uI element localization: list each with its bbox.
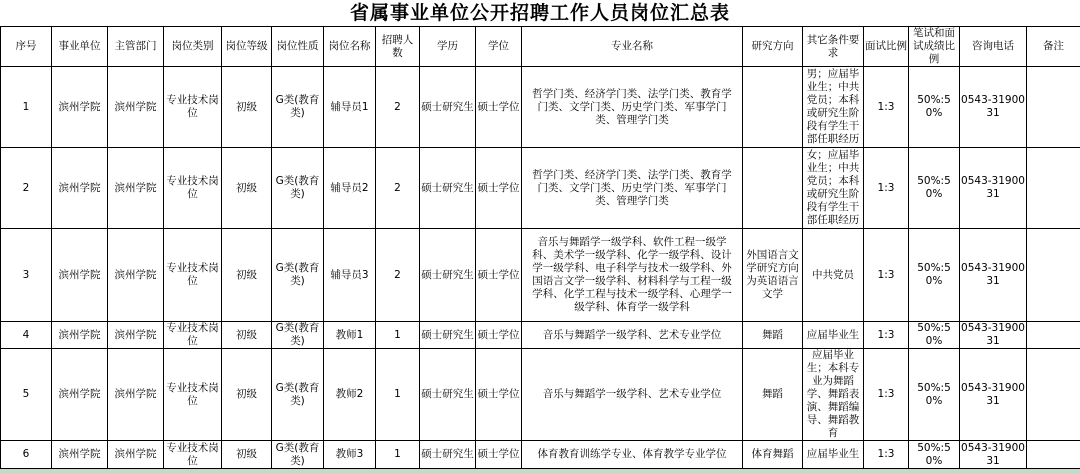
header-row [1, 27, 1080, 67]
cell-conditions: 应届毕业生 [803, 322, 864, 349]
cell-level: 初级 [222, 322, 272, 349]
cell-direction [743, 148, 803, 229]
cell-nature: G类(教育类) [272, 229, 324, 322]
cell-count: 1 [376, 322, 420, 349]
cell-score-ratio: 50%:50% [909, 148, 960, 229]
cell-unit: 滨州学院 [52, 441, 108, 469]
cell-degree: 硕士学位 [476, 229, 522, 322]
cell-conditions: 女；应届毕业生；中共党员；本科或研究生阶段有学生干部任职经历 [803, 148, 864, 229]
cell-direction: 外国语言文学研究方向为英语语言文学 [743, 229, 803, 322]
cell-interview-ratio: 1:3 [864, 229, 909, 322]
cell-nature: G类(教育类) [272, 322, 324, 349]
header-cell: 序号 [1, 27, 52, 67]
header-cell: 学历 [420, 27, 476, 67]
cell-education: 硕士研究生 [420, 67, 476, 148]
cell-phone: 0543-3190031 [960, 349, 1027, 441]
header-cell: 其它条件要求 [803, 27, 864, 67]
cell-remark [1027, 349, 1080, 441]
header-cell: 学位 [476, 27, 522, 67]
cell-education: 硕士研究生 [420, 322, 476, 349]
cell-position: 辅导员2 [324, 148, 376, 229]
table-row [1, 67, 1080, 148]
cell-remark [1027, 229, 1080, 322]
table-title: 省属事业单位公开招聘工作人员岗位汇总表 [0, 0, 1080, 26]
cell-count: 1 [376, 349, 420, 441]
cell-nature: G类(教育类) [272, 148, 324, 229]
cell-nature: G类(教育类) [272, 441, 324, 469]
table-row [1, 441, 1080, 469]
cell-position: 教师3 [324, 441, 376, 469]
cell-department: 滨州学院 [108, 441, 164, 469]
positions-table [0, 26, 1080, 469]
cell-degree: 硕士学位 [476, 349, 522, 441]
cell-degree: 硕士学位 [476, 148, 522, 229]
cell-remark [1027, 322, 1080, 349]
header-cell: 备注 [1027, 27, 1080, 67]
header-cell: 招聘人数 [376, 27, 420, 67]
cell-interview-ratio: 1:3 [864, 322, 909, 349]
cell-count: 2 [376, 229, 420, 322]
cell-phone: 0543-3190031 [960, 229, 1027, 322]
header-cell: 岗位名称 [324, 27, 376, 67]
cell-phone: 0543-3190031 [960, 67, 1027, 148]
cell-education: 硕士研究生 [420, 441, 476, 469]
cell-interview-ratio: 1:3 [864, 349, 909, 441]
cell-count: 2 [376, 67, 420, 148]
cell-nature: G类(教育类) [272, 67, 324, 148]
cell-phone: 0543-3190031 [960, 322, 1027, 349]
cell-major: 音乐与舞蹈学一级学科、软件工程一级学科、美术学一级学科、化学一级学科、设计学一级学科、电子科学与技术一级学科、外国语言文学一级学科、材料科学与工程一级学科、化学工程与技术一级学科、心理学一级学科、体育学一级学科 [522, 229, 743, 322]
cell-phone: 0543-3190031 [960, 441, 1027, 469]
cell-index: 5 [1, 349, 52, 441]
cell-remark [1027, 441, 1080, 469]
header-cell: 笔试和面试成绩比例 [909, 27, 960, 67]
cell-education: 硕士研究生 [420, 229, 476, 322]
cell-direction: 体育舞蹈 [743, 441, 803, 469]
header-cell: 专业名称 [522, 27, 743, 67]
cell-category: 专业技术岗位 [164, 441, 222, 469]
table-row [1, 322, 1080, 349]
cell-level: 初级 [222, 148, 272, 229]
cell-interview-ratio: 1:3 [864, 148, 909, 229]
cell-score-ratio: 50%:50% [909, 322, 960, 349]
cell-count: 2 [376, 148, 420, 229]
cell-degree: 硕士学位 [476, 441, 522, 469]
cell-score-ratio: 50%:50% [909, 229, 960, 322]
table-row [1, 229, 1080, 322]
cell-position: 教师2 [324, 349, 376, 441]
cell-level: 初级 [222, 349, 272, 441]
cell-unit: 滨州学院 [52, 229, 108, 322]
cell-unit: 滨州学院 [52, 67, 108, 148]
cell-level: 初级 [222, 441, 272, 469]
cell-category: 专业技术岗位 [164, 229, 222, 322]
cell-major: 音乐与舞蹈学一级学科、艺术专业学位 [522, 349, 743, 441]
cell-unit: 滨州学院 [52, 322, 108, 349]
cell-category: 专业技术岗位 [164, 322, 222, 349]
cell-index: 3 [1, 229, 52, 322]
cell-major: 体育教育训练学专业、体育教学专业学位 [522, 441, 743, 469]
cell-index: 6 [1, 441, 52, 469]
cell-major: 音乐与舞蹈学一级学科、艺术专业学位 [522, 322, 743, 349]
cell-level: 初级 [222, 67, 272, 148]
bottom-strip [0, 469, 1080, 473]
header-cell: 事业单位 [52, 27, 108, 67]
cell-degree: 硕士学位 [476, 322, 522, 349]
header-cell: 主管部门 [108, 27, 164, 67]
cell-degree: 硕士学位 [476, 67, 522, 148]
cell-count: 1 [376, 441, 420, 469]
cell-department: 滨州学院 [108, 229, 164, 322]
cell-conditions: 应届毕业生 [803, 441, 864, 469]
table-row [1, 349, 1080, 441]
cell-department: 滨州学院 [108, 322, 164, 349]
cell-major: 哲学门类、经济学门类、法学门类、教育学门类、文学门类、历史学门类、军事学门类、管理学门类 [522, 67, 743, 148]
cell-category: 专业技术岗位 [164, 67, 222, 148]
cell-direction [743, 67, 803, 148]
cell-score-ratio: 50%:50% [909, 349, 960, 441]
cell-index: 2 [1, 148, 52, 229]
cell-score-ratio: 50%:50% [909, 441, 960, 469]
cell-conditions: 中共党员 [803, 229, 864, 322]
header-cell: 面试比例 [864, 27, 909, 67]
cell-interview-ratio: 1:3 [864, 441, 909, 469]
table-row [1, 148, 1080, 229]
cell-index: 4 [1, 322, 52, 349]
cell-score-ratio: 50%:50% [909, 67, 960, 148]
cell-conditions: 应届毕业生；本科专业为舞蹈学、舞蹈表演、舞蹈编导、舞蹈教育 [803, 349, 864, 441]
cell-department: 滨州学院 [108, 148, 164, 229]
cell-nature: G类(教育类) [272, 349, 324, 441]
cell-remark [1027, 67, 1080, 148]
cell-department: 滨州学院 [108, 67, 164, 148]
cell-education: 硕士研究生 [420, 148, 476, 229]
cell-department: 滨州学院 [108, 349, 164, 441]
header-cell: 岗位性质 [272, 27, 324, 67]
cell-category: 专业技术岗位 [164, 349, 222, 441]
cell-unit: 滨州学院 [52, 349, 108, 441]
cell-level: 初级 [222, 229, 272, 322]
header-cell: 岗位类别 [164, 27, 222, 67]
cell-remark [1027, 148, 1080, 229]
cell-direction: 舞蹈 [743, 349, 803, 441]
cell-major: 哲学门类、经济学门类、法学门类、教育学门类、文学门类、历史学门类、军事学门类、管理学门类 [522, 148, 743, 229]
cell-position: 教师1 [324, 322, 376, 349]
header-cell: 岗位等级 [222, 27, 272, 67]
cell-index: 1 [1, 67, 52, 148]
cell-phone: 0543-3190031 [960, 148, 1027, 229]
header-cell: 研究方向 [743, 27, 803, 67]
cell-interview-ratio: 1:3 [864, 67, 909, 148]
header-cell: 咨询电话 [960, 27, 1027, 67]
cell-direction: 舞蹈 [743, 322, 803, 349]
cell-position: 辅导员3 [324, 229, 376, 322]
cell-unit: 滨州学院 [52, 148, 108, 229]
cell-category: 专业技术岗位 [164, 148, 222, 229]
cell-conditions: 男；应届毕业生；中共党员；本科或研究生阶段有学生干部任职经历 [803, 67, 864, 148]
cell-position: 辅导员1 [324, 67, 376, 148]
cell-education: 硕士研究生 [420, 349, 476, 441]
